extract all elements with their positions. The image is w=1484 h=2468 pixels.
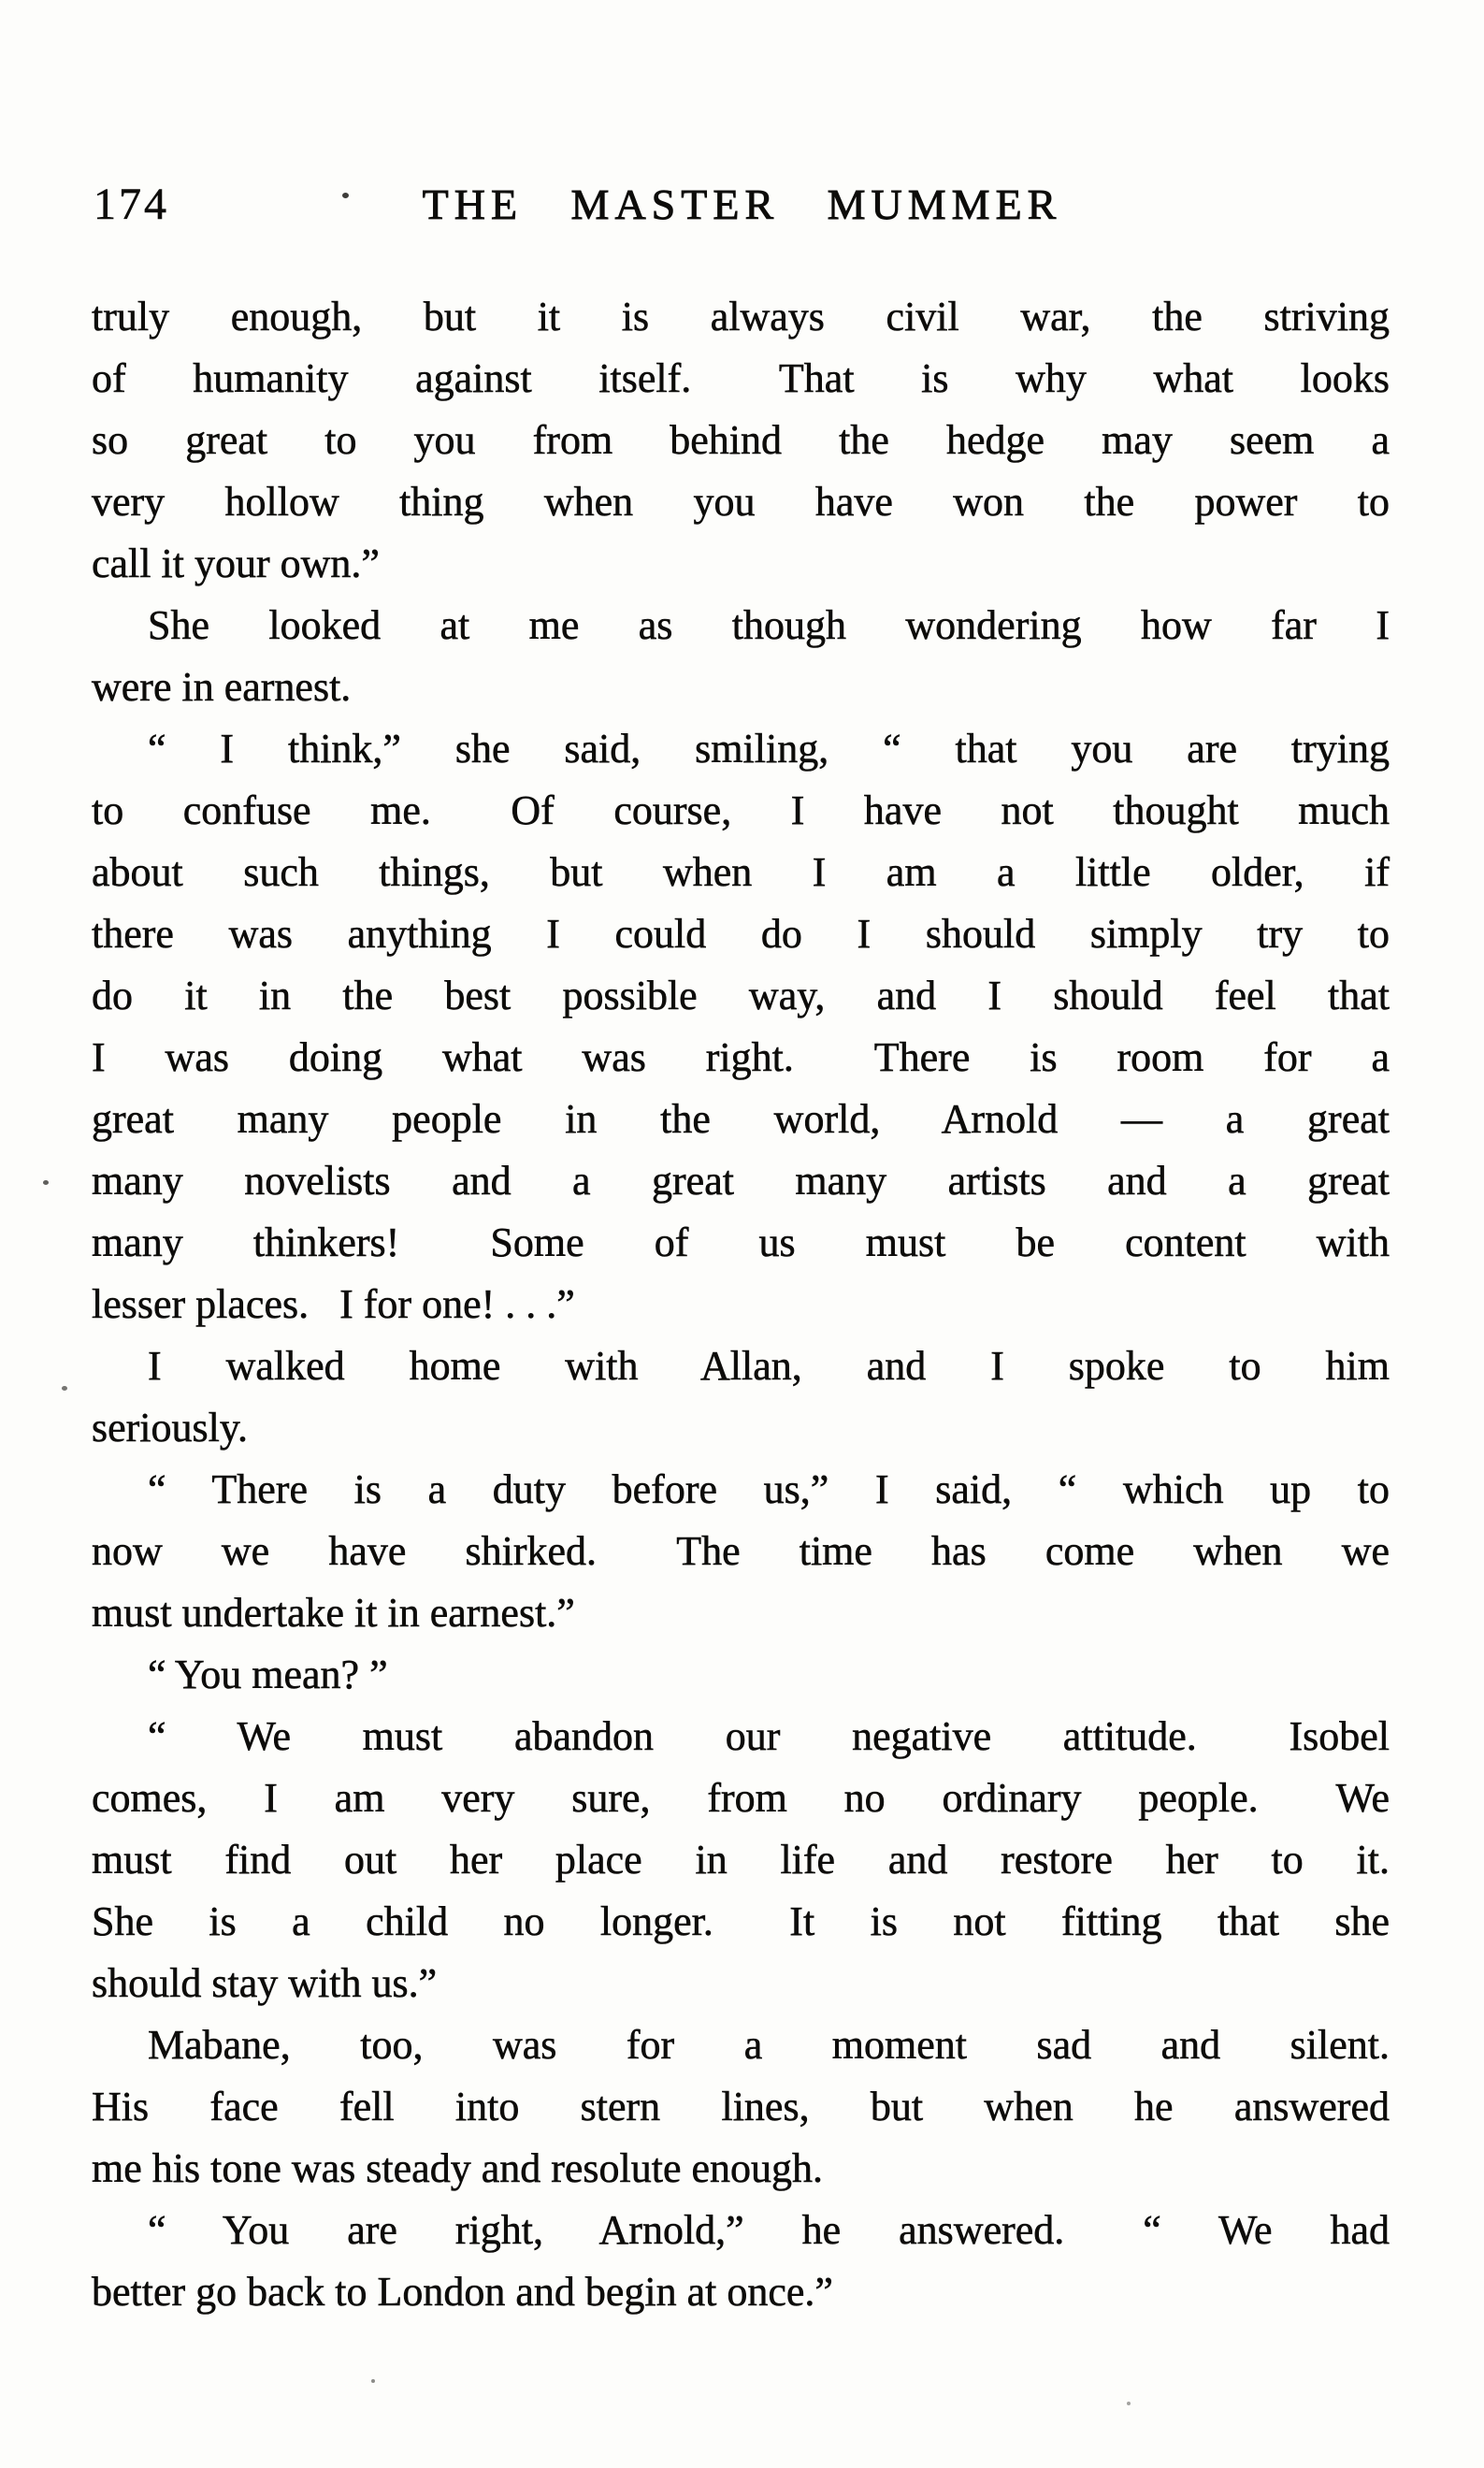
text-line: “ You mean? ” [148, 1652, 388, 1697]
ink-speck [62, 1386, 67, 1391]
text-line: “ You are right, Arnold,” he answered. “ We had [148, 2207, 1390, 2253]
text-line: truly enough, but it is always civil war, the striving [92, 294, 1390, 339]
text-line: very hollow thing when you have won the power to [92, 479, 1390, 525]
text-block [92, 286, 1390, 2323]
ink-speck [371, 2379, 375, 2383]
text-line: many novelists and a great many artists and a great [92, 1158, 1390, 1204]
text-line: me his tone was steady and resolute enough. [92, 2145, 824, 2191]
text-line: His face fell into stern lines, but when he answered [92, 2084, 1390, 2129]
text-line: do it in the best possible way, and I should feel that [92, 973, 1390, 1018]
text-line: must find out her place in life and restore her to it. [92, 1837, 1390, 1883]
text-line: “ I think,” she said, smiling, “ that you are trying [148, 726, 1390, 772]
text-line: comes, I am very sure, from no ordinary people. We [92, 1775, 1390, 1821]
text-line: “ We must abandon our negative attitude. Isobel [148, 1713, 1390, 1759]
text-line: I was doing what was right. There is room for a [92, 1034, 1390, 1080]
page-header [0, 176, 1484, 234]
text-line: lesser places. I for one! . . .” [92, 1281, 575, 1327]
text-line: about such things, but when I am a little older, if [92, 849, 1390, 895]
text-line: so great to you from behind the hedge may seem a [92, 417, 1390, 463]
text-line: seriously. [92, 1405, 249, 1450]
text-line: better go back to London and begin at once.” [92, 2269, 833, 2315]
text-line: should stay with us.” [92, 1960, 438, 2006]
text-line: great many people in the world, Arnold — a great [92, 1096, 1390, 1142]
text-line: to confuse me. Of course, I have not thought much [92, 787, 1390, 833]
text-line: “ There is a duty before us,” I said, “ which up to [148, 1466, 1390, 1512]
text-line: She is a child no longer. It is not fitting that she [92, 1898, 1390, 1944]
text-line: of humanity against itself. That is why what looks [92, 355, 1390, 401]
running-title: THE MASTER MUMMER [422, 180, 1062, 228]
text-line: I walked home with Allan, and I spoke to him [148, 1343, 1390, 1389]
ink-speck [43, 1180, 49, 1185]
text-line: now we have shirked. The time has come when we [92, 1528, 1390, 1574]
text-line: She looked at me as though wondering how far I [148, 602, 1390, 648]
text-line: many thinkers! Some of us must be content with [92, 1220, 1390, 1265]
text-line: call it your own.” [92, 541, 380, 586]
text-line: there was anything I could do I should simply try to [92, 911, 1390, 957]
ink-speck [1127, 2402, 1131, 2405]
text-line: were in earnest. [92, 664, 352, 710]
page-number: 174 [94, 180, 169, 229]
ink-speck [342, 193, 349, 198]
text-line: must undertake it in earnest.” [92, 1590, 575, 1636]
text-line: Mabane, too, was for a moment sad and silent. [148, 2022, 1390, 2068]
